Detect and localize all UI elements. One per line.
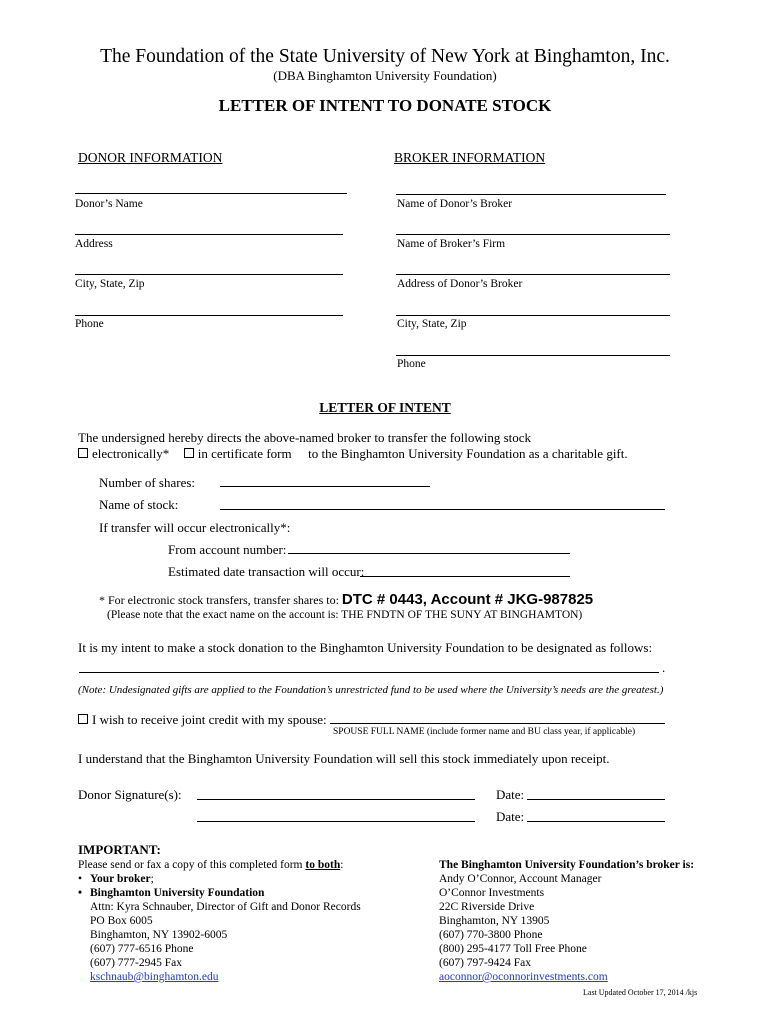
broker-contact-name: Andy O’Connor, Account Manager bbox=[439, 873, 602, 885]
donor-section-heading: DONOR INFORMATION bbox=[78, 150, 223, 165]
designation-text: It is my intent to make a stock donation to the Binghamton University Foundation to be designated as follows: bbox=[78, 640, 653, 655]
spouse-name-caption: SPOUSE FULL NAME (include former name and BU class year, if applicable) bbox=[333, 727, 636, 737]
broker-email-link[interactable]: aoconnor@oconnorinvestments.com bbox=[439, 971, 608, 983]
letter-of-intent-heading: LETTER OF INTENT bbox=[319, 400, 451, 415]
form-title: LETTER OF INTENT TO DONATE STOCK bbox=[218, 96, 552, 115]
broker-name-field[interactable] bbox=[396, 194, 666, 195]
send-prefix: Please send or fax a copy of this completed form bbox=[78, 859, 306, 871]
donor-name-field[interactable] bbox=[75, 193, 347, 194]
shares-label: Number of shares: bbox=[99, 475, 196, 490]
electronically-label: electronically* bbox=[92, 446, 170, 461]
account-name-note: (Please note that the exact name on the account is: THE FNDTN OF THE SUNY AT BINGHAMTON) bbox=[107, 609, 583, 621]
donor-city-label: City, State, Zip bbox=[75, 278, 145, 290]
last-updated: Last Updated October 17, 2014 /kjs bbox=[583, 988, 698, 997]
foundation-phone: (607) 777-6516 Phone bbox=[90, 943, 194, 955]
donor-phone-label: Phone bbox=[75, 318, 104, 330]
dtc-note: * For electronic stock transfers, transfer shares to: bbox=[99, 593, 339, 607]
send-instructions bbox=[78, 859, 343, 871]
broker-city-label: City, State, Zip bbox=[397, 318, 467, 330]
dtc-instruction bbox=[99, 591, 593, 608]
dtc-account: DTC # 0443, Account # JKG-987825 bbox=[341, 591, 594, 608]
designation-period: . bbox=[662, 660, 666, 675]
broker-firm-label: Name of Broker’s Firm bbox=[397, 238, 506, 250]
understand-statement: I understand that the Binghamton University Foundation will sell this stock immediately upon receipt. bbox=[78, 751, 610, 766]
broker-name-label: Name of Donor’s Broker bbox=[397, 198, 513, 210]
bullet-your-broker bbox=[78, 873, 154, 885]
your-broker-text: Your broker bbox=[90, 873, 151, 885]
organization-title: The Foundation of the State University of New York at Binghamton, Inc. bbox=[100, 46, 670, 67]
foundation-fax: (607) 777-2945 Fax bbox=[90, 957, 182, 969]
foundation-text: Binghamton University Foundation bbox=[90, 887, 265, 899]
broker-section-heading: BROKER INFORMATION bbox=[394, 150, 546, 165]
transfer-to-text: to the Binghamton University Foundation as a charitable gift. bbox=[308, 446, 628, 461]
broker-street: 22C Riverside Drive bbox=[439, 901, 535, 913]
transfer-method-row bbox=[78, 446, 628, 462]
your-broker-suffix: ; bbox=[150, 873, 154, 885]
joint-credit-checkbox[interactable] bbox=[78, 714, 88, 724]
broker-city-field[interactable] bbox=[396, 315, 670, 316]
date-field-2[interactable] bbox=[527, 821, 665, 822]
broker-fax: (607) 797-9424 Fax bbox=[439, 957, 531, 969]
send-suffix: : bbox=[340, 859, 344, 871]
electronic-transfer-label: If transfer will occur electronically*: bbox=[99, 520, 291, 535]
foundation-po-box: PO Box 6005 bbox=[90, 915, 153, 927]
donor-city-field[interactable] bbox=[75, 274, 343, 275]
donor-name-label: Donor’s Name bbox=[75, 198, 143, 210]
broker-city-zip: Binghamton, NY 13905 bbox=[439, 915, 550, 927]
transaction-date-label: Estimated date transaction will occur: bbox=[168, 564, 365, 579]
broker-firm-field[interactable] bbox=[396, 234, 670, 235]
designation-field[interactable] bbox=[79, 672, 659, 673]
donor-signature-field-2[interactable] bbox=[197, 821, 475, 822]
donor-address-field[interactable] bbox=[75, 234, 343, 235]
broker-address-label: Address of Donor’s Broker bbox=[397, 278, 523, 290]
transaction-date-field[interactable] bbox=[360, 576, 570, 577]
intent-intro: The undersigned hereby directs the above-named broker to transfer the following stock bbox=[78, 430, 532, 445]
stock-name-label: Name of stock: bbox=[99, 497, 179, 512]
account-number-label: From account number: bbox=[168, 542, 287, 557]
donor-phone-field[interactable] bbox=[75, 315, 343, 316]
broker-toll-free: (800) 295-4177 Toll Free Phone bbox=[439, 943, 587, 955]
broker-phone-label: Phone bbox=[397, 358, 426, 370]
bullet-foundation bbox=[78, 887, 264, 899]
date-label-1: Date: bbox=[496, 787, 525, 802]
broker-address-field[interactable] bbox=[396, 274, 670, 275]
date-field-1[interactable] bbox=[527, 799, 665, 800]
electronically-checkbox[interactable] bbox=[78, 448, 88, 458]
organization-dba: (DBA Binghamton University Foundation) bbox=[273, 68, 497, 83]
foundation-attn: Attn: Kyra Schnauber, Director of Gift and Donor Records bbox=[90, 901, 361, 913]
foundation-broker-heading: The Binghamton University Foundation’s broker is: bbox=[439, 859, 695, 871]
undesignated-note: (Note: Undesignated gifts are applied to the Foundation’s unrestricted fund to be used where the University’s needs are the greatest.) bbox=[78, 684, 664, 696]
donor-signature-label: Donor Signature(s): bbox=[78, 787, 182, 802]
broker-phone-field[interactable] bbox=[396, 355, 670, 356]
broker-company: O’Connor Investments bbox=[439, 887, 545, 899]
send-emphasis: to both bbox=[305, 859, 341, 871]
stock-name-field[interactable] bbox=[220, 509, 665, 510]
donor-signature-field-1[interactable] bbox=[197, 799, 475, 800]
joint-credit-label: I wish to receive joint credit with my spouse: bbox=[92, 712, 327, 727]
shares-field[interactable] bbox=[220, 486, 430, 487]
certificate-checkbox[interactable] bbox=[184, 448, 194, 458]
foundation-email-link[interactable]: kschnaub@binghamton.edu bbox=[90, 971, 219, 983]
account-number-field[interactable] bbox=[288, 553, 570, 554]
joint-credit-row bbox=[78, 712, 327, 728]
broker-phone: (607) 770-3800 Phone bbox=[439, 929, 543, 941]
date-label-2: Date: bbox=[496, 809, 525, 824]
donor-address-label: Address bbox=[75, 238, 113, 250]
foundation-city: Binghamton, NY 13902-6005 bbox=[90, 929, 228, 941]
important-heading: IMPORTANT: bbox=[78, 842, 161, 857]
spouse-name-field[interactable] bbox=[330, 723, 665, 724]
certificate-label: in certificate form bbox=[197, 446, 292, 461]
